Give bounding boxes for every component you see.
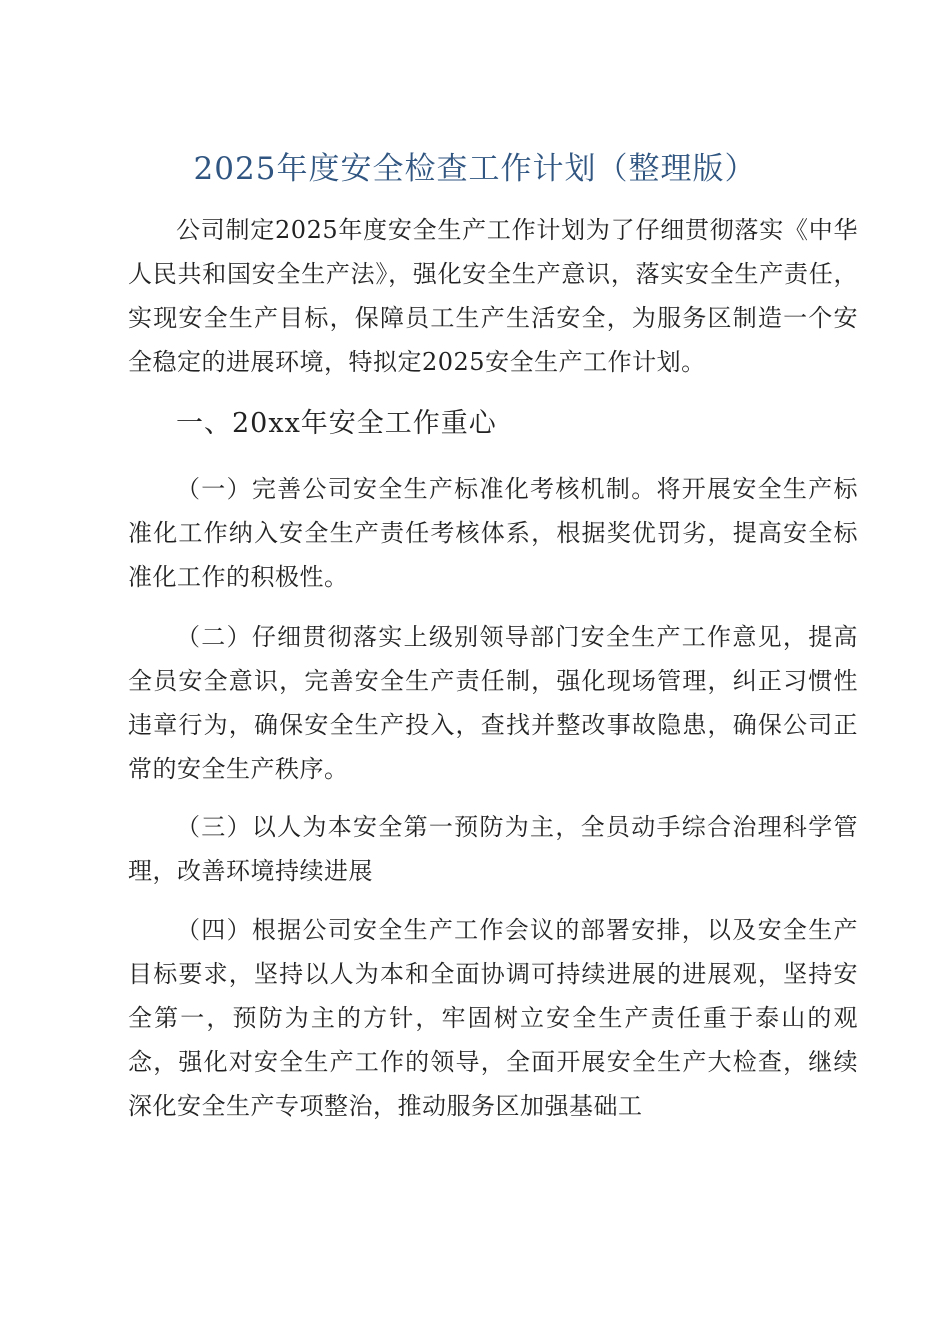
list-item-3: （三）以人为本安全第一预防为主，全员动手综合治理科学管理，改善环境持续进展 xyxy=(128,813,858,885)
intro-paragraph: 公司制定2025年度安全生产工作计划为了仔细贯彻落实《中华人民共和国安全生产法》，强化安全生产意识，落实安全生产责任，实现安全生产目标，保障员工生产生活安全，为服务区制造一个安全稳定的进展环境，特拟定2025安全生产工作计划。 xyxy=(128,216,858,376)
list-item-2: （二）仔细贯彻落实上级别领导部门安全生产工作意见，提高全员安全意识，完善安全生产责任制，强化现场管理，纠正习惯性违章行为，确保安全生产投入，查找并整改事故隐患，确保公司正常的安全生产秩序。 xyxy=(128,623,858,783)
list-item-1: （一）完善公司安全生产标准化考核机制。将开展安全生产标准化工作纳入安全生产责任考核体系，根据奖优罚劣，提高安全标准化工作的积极性。 xyxy=(128,475,858,591)
list-item-4: （四）根据公司安全生产工作会议的部署安排，以及安全生产目标要求，坚持以人为本和全面协调可持续进展的进展观，坚持安全第一，预防为主的方针，牢固树立安全生产责任重于泰山的观念，强化对安全生产工作的领导，全面开展安全生产大检查，继续深化安全生产专项整治，推动服务区加强基础工 xyxy=(128,916,858,1120)
document-title: 2025年度安全检查工作计划（整理版） xyxy=(193,151,757,187)
section-heading: 一、20xx年安全工作重心 xyxy=(176,408,497,439)
